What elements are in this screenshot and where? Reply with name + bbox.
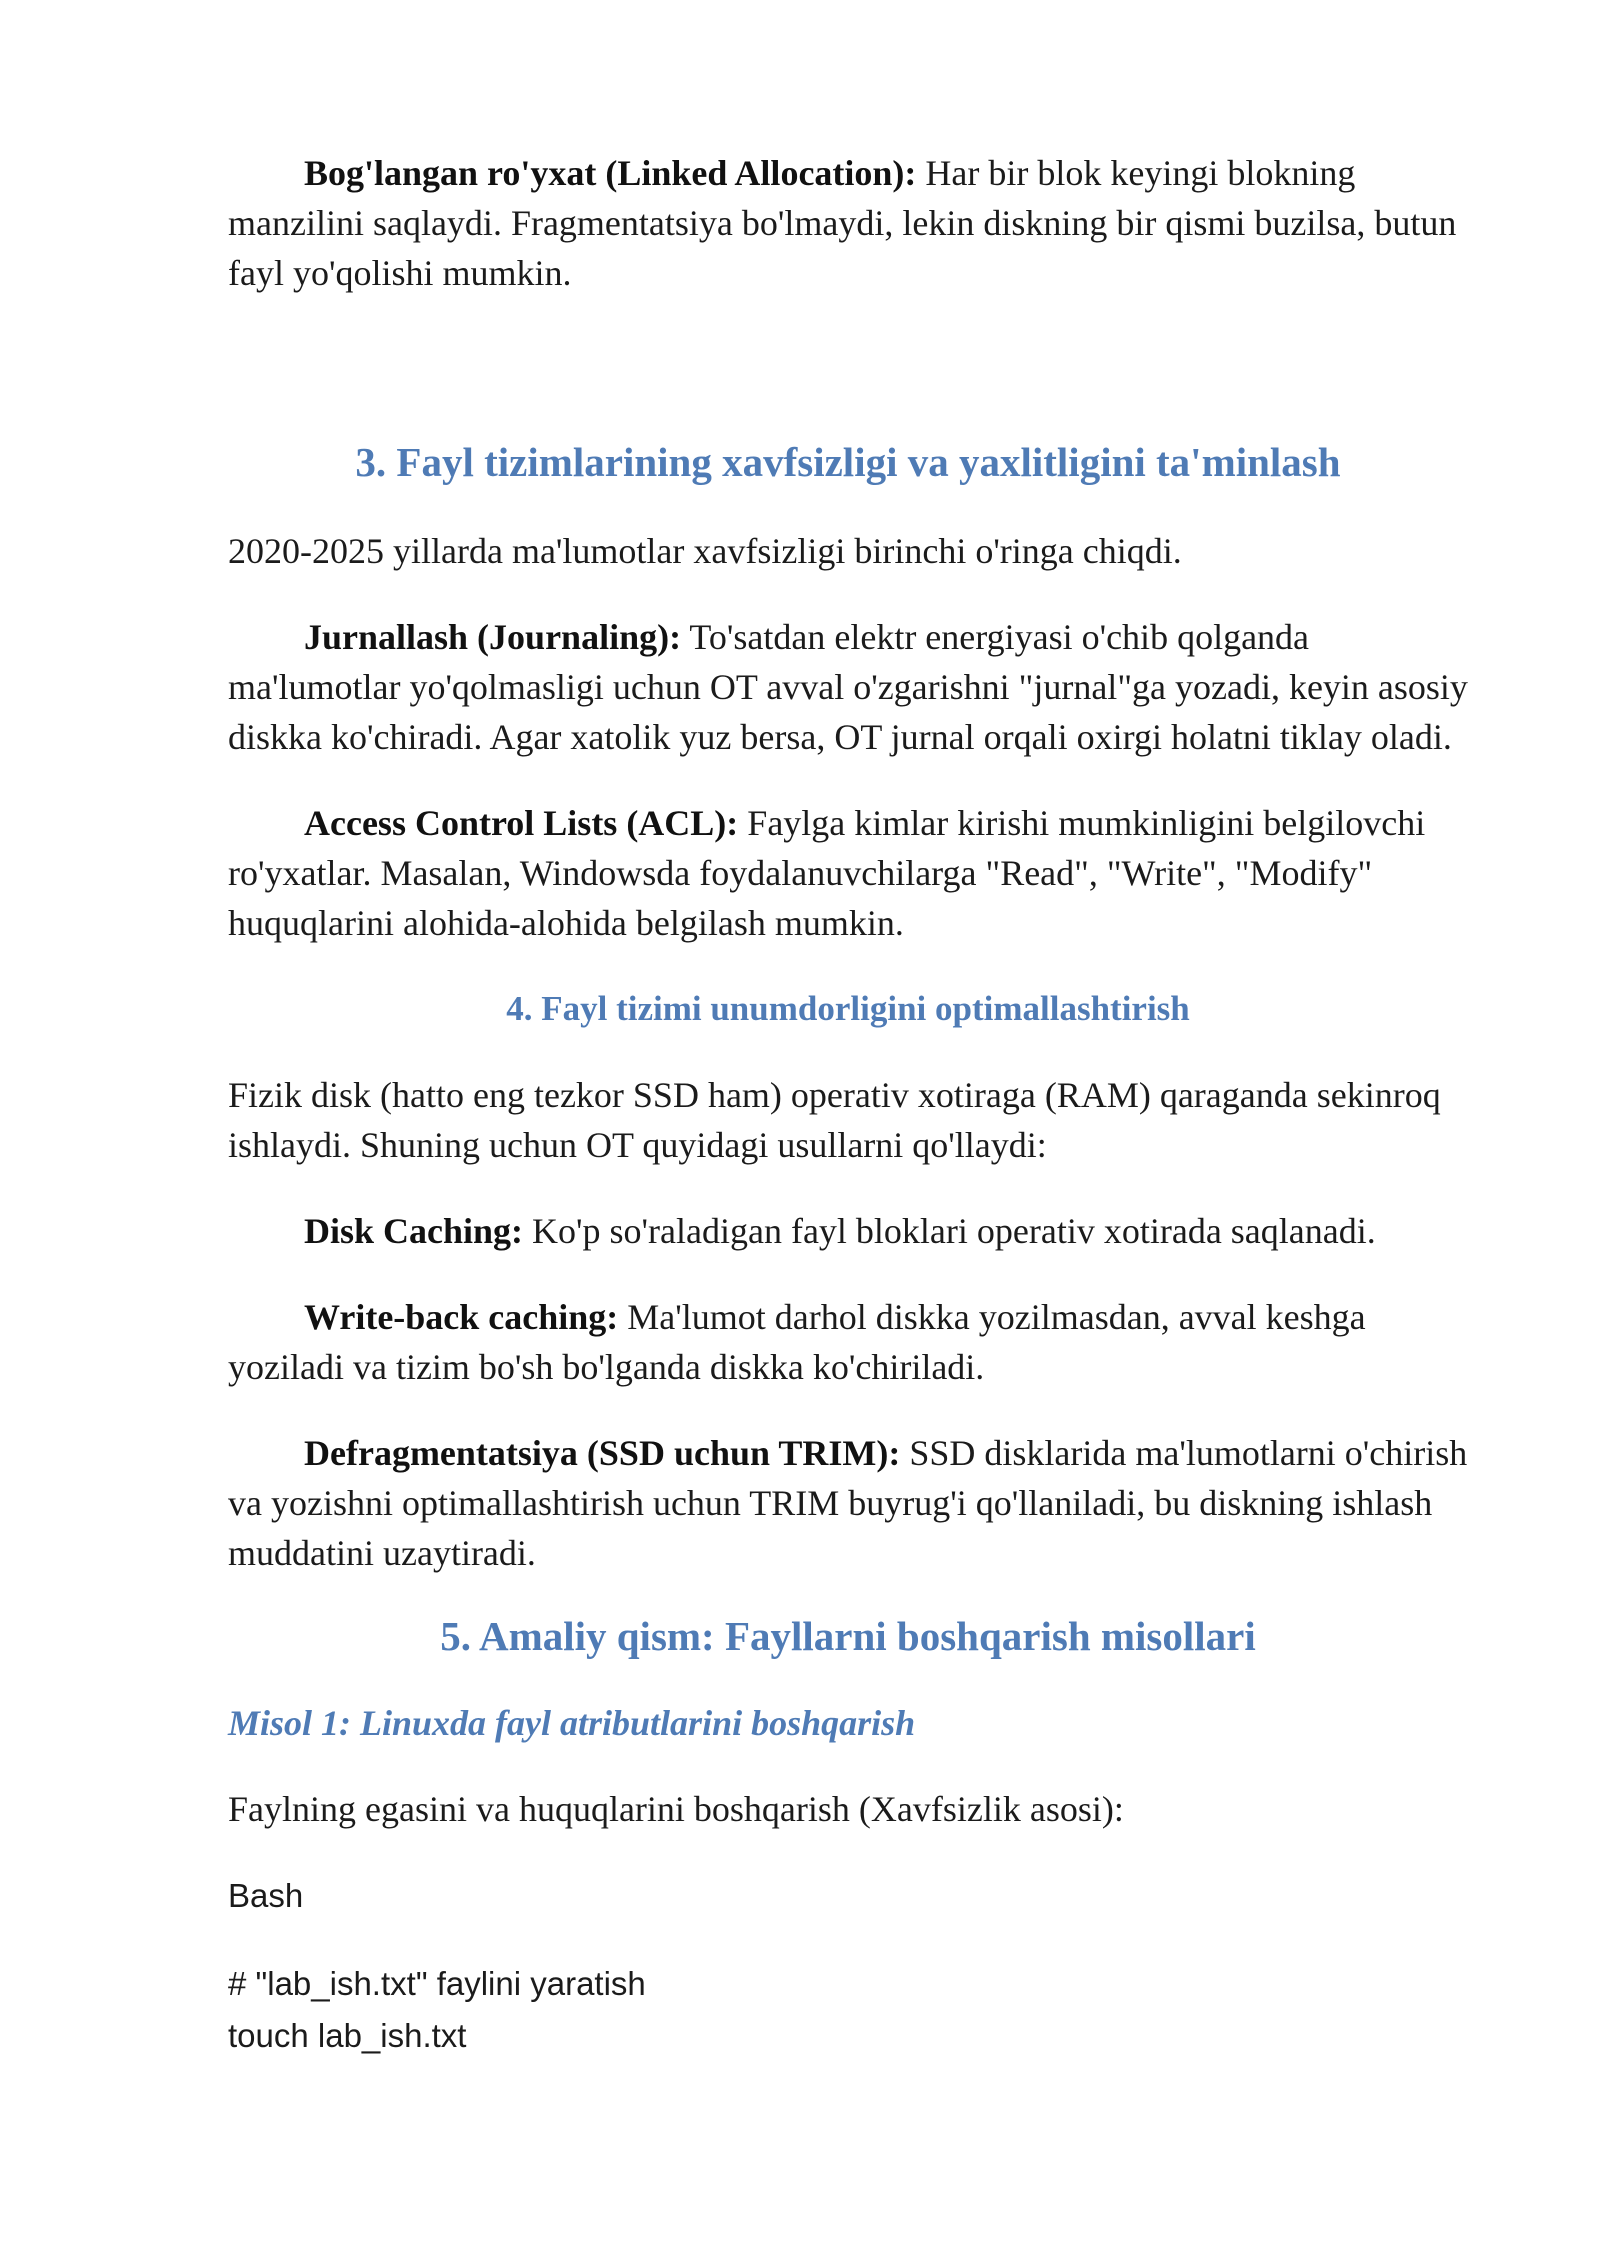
term-write-back: Write-back caching:: [304, 1297, 619, 1337]
term-disk-caching: Disk Caching:: [304, 1211, 524, 1251]
paragraph-example-1-intro: Faylning egasini va huquqlarini boshqarish (Xavfsizlik asosi):: [228, 1789, 1124, 1829]
term-linked-allocation: Bog'langan ro'yxat (Linked Allocation):: [304, 153, 917, 193]
paragraph-intro-4: Fizik disk (hatto eng tezkor SSD ham) operativ xotiraga (RAM) qaraganda sekinroq ishlaydi. Shuning uchun OT quyidagi usullarni qo'llaydi:: [228, 1075, 1441, 1165]
paragraph-journaling: [228, 612, 1468, 762]
paragraph-acl: [228, 798, 1468, 948]
code-line: touch lab_ish.txt: [228, 2017, 467, 2054]
text-linked-allocation: Har bir blok keyingi blokning manzilini saqlaydi. Fragmentatsiya bo'lmaydi, lekin diskning bir qismi buzilsa, butun fayl yo'qolishi mumkin.: [228, 153, 1457, 293]
term-defrag: Defragmentatsiya (SSD uchun TRIM):: [304, 1433, 901, 1473]
text-write-back: Ma'lumot darhol diskka yozilmasdan, avval keshga yoziladi va tizim bo'sh bo'lganda diskka ko'chiriladi.: [228, 1297, 1366, 1387]
paragraph-intro-3: 2020-2025 yillarda ma'lumotlar xavfsizligi birinchi o'ringa chiqdi.: [228, 531, 1182, 571]
paragraph-write-back: [228, 1292, 1468, 1392]
heading-section-5: 5. Amaliy qism: Fayllarni boshqarish misollari: [440, 1613, 1256, 1659]
term-acl: Access Control Lists (ACL):: [304, 803, 739, 843]
text-journaling: To'satdan elektr energiyasi o'chib qolganda ma'lumotlar yo'qolmasligi uchun OT avval o'zgarishni "jurnal"ga yozadi, keyin asosiy diskka ko'chiradi. Agar xatolik yuz bersa, OT jurnal orqali oxirgi holatni tiklay oladi.: [228, 617, 1468, 757]
paragraph-linked-allocation: [228, 148, 1468, 298]
code-line: # "lab_ish.txt" faylini yaratish: [228, 1965, 646, 2002]
term-journaling: Jurnallash (Journaling):: [304, 617, 682, 657]
paragraph-defrag: [228, 1428, 1468, 1578]
code-language-label: Bash: [228, 1877, 304, 1914]
heading-section-3: 3. Fayl tizimlarining xavfsizligi va yaxlitligini ta'minlash: [355, 439, 1341, 485]
heading-example-1: Misol 1: Linuxda fayl atributlarini boshqarish: [228, 1703, 916, 1743]
heading-section-4: 4. Fayl tizimi unumdorligini optimallashtirish: [506, 989, 1190, 1028]
code-block: [228, 1958, 1468, 2062]
text-defrag: SSD disklarida ma'lumotlarni o'chirish va yozishni optimallashtirish uchun TRIM buyrug'i qo'llaniladi, bu diskning ishlash muddatini uzaytiradi.: [228, 1433, 1468, 1573]
text-acl: Faylga kimlar kirishi mumkinligini belgilovchi ro'yxatlar. Masalan, Windowsda foydalanuvchilarga "Read", "Write", "Modify" huquqlarini alohida-alohida belgilash mumkin.: [228, 803, 1426, 943]
text-disk-caching: Ko'p so'raladigan fayl bloklari operativ xotirada saqlanadi.: [523, 1211, 1376, 1251]
paragraph-disk-caching: [228, 1206, 1468, 1256]
document-body: [228, 148, 1468, 2062]
